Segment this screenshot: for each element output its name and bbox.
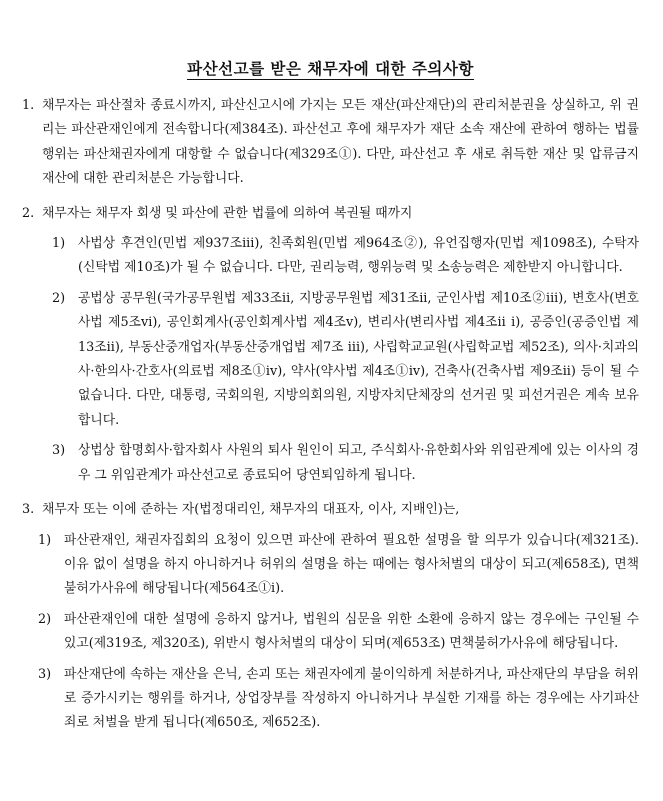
section-number: 2.: [22, 205, 35, 221]
section-text: 채무자는 채무자 회생 및 파산에 관한 법률에 의하여 복권될 때까지: [42, 205, 413, 221]
subsection-item: [22, 439, 639, 488]
subsection-text: 사법상 후견인(민법 제937조iii), 친족회원(민법 제964조②), 유언집행자(민법 제1098조), 수탁자(신탁법 제10조)가 될 수 없습니다. 다만, 권리능력, 행위능력 및 소송능력은 제한받지 아니합니다.: [78, 236, 639, 276]
subsection-number: 1): [52, 236, 66, 252]
subsection-item: [22, 663, 639, 736]
subsection-number: 3): [52, 443, 66, 459]
subsection-number: 2): [52, 290, 66, 306]
section-heading-row: [22, 94, 639, 192]
subsection-item: [22, 287, 639, 433]
subsection-text: 파산재단에 속하는 재산을 은닉, 손괴 또는 채권자에게 불이익하게 처분하거나, 파산재단의 부담을 허위로 증가시키는 행위를 하거나, 상업장부를 작성하지 아니하거나 부실한 기재를 하는 경우에는 사기파산죄로 처벌을 받게 됩니다(제650조, 제652조).: [64, 666, 639, 731]
section-text: 채무자 또는 이에 준하는 자(법정대리인, 채무자의 대표자, 이사, 지배인)는,: [42, 502, 460, 518]
subsection-number: 3): [38, 666, 52, 682]
subsection-number: 1): [38, 532, 52, 548]
document-title: [22, 58, 639, 80]
subsection-item: [22, 529, 639, 602]
document-title-text: 파산선고를 받은 채무자에 대한 주의사항: [187, 59, 474, 78]
section-text: 채무자는 파산절차 종료시까지, 파산신고시에 가지는 모든 재산(파산재단)의 관리처분권을 상실하고, 위 권리는 파산관재인에게 전속합니다(제384조). 파산선고 후에 채무자가 재단 소속 재산에 관하여 행하는 법률행위는 파산채권자에게 대항할 수 없습니다(제329조①). 다만, 파산선고 후 새로 취득한 재산 및 압류금지재산에 대한 관리처분은 가능합니다.: [42, 98, 639, 187]
notice-section-2: [22, 202, 639, 488]
subsection-text: 상법상 합명회사·합자회사 사원의 퇴사 원인이 되고, 주식회사·유한회사와 위임관계에 있는 이사의 경우 그 위임관계가 파산선고로 종료되어 당연퇴임하게 됩니다.: [78, 443, 639, 483]
section-number: 3.: [22, 502, 35, 518]
subsection-number: 2): [38, 611, 52, 627]
notice-section-1: [22, 94, 639, 192]
section-heading-row: [22, 498, 639, 522]
subsection-text: 공법상 공무원(국가공무원법 제33조ii, 지방공무원법 제31조ii, 군인사법 제10조②iii), 변호사(변호사법 제5조vi), 공인회계사(공인회계사법 제4조v), 변리사(변리사법 제4조ii i), 공증인(공증인법 제13조ii), 부동산중개업자(부동산중개업법 제7조 iii), 사립학교교원(사립학교법 제52조), 의사·치과의사·한의사·간호사(의료법 제8조①iv), 약사(약사법 제4조①iv), 건축사(건축사법 제9조ii) 등이 될 수 없습니다. 다만, 대통령, 국회의원, 지방의회의원, 지방자치단체장의 선거권 및 피선거권은 계속 보유합니다.: [78, 290, 639, 428]
subsection-item: [22, 608, 639, 657]
subsection-list: [22, 232, 639, 488]
subsection-text: 파산관재인에 대한 설명에 응하지 않거나, 법원의 심문을 위한 소환에 응하지 않는 경우에는 구인될 수 있고(제319조, 제320조), 위반시 형사처벌의 대상이 되며(제653조) 면책불허가사유에 해당됩니다.: [64, 611, 639, 652]
section-number: 1.: [22, 98, 35, 113]
subsection-item: [22, 232, 639, 281]
subsection-text: 파산관재인, 채권자집회의 요청이 있으면 파산에 관하여 필요한 설명을 할 의무가 있습니다(제321조). 이유 없이 설명을 하지 아니하거나 허위의 설명을 하는 때에는 형사처벌의 대상이 되고(제658조), 면책불허가사유에 해당됩니다(제564조①i).: [64, 532, 639, 597]
subsection-list: [22, 529, 639, 736]
notice-section-3: [22, 498, 639, 736]
notice-sections: [22, 94, 639, 736]
section-heading-row: [22, 202, 639, 226]
document-page: [0, 58, 663, 801]
